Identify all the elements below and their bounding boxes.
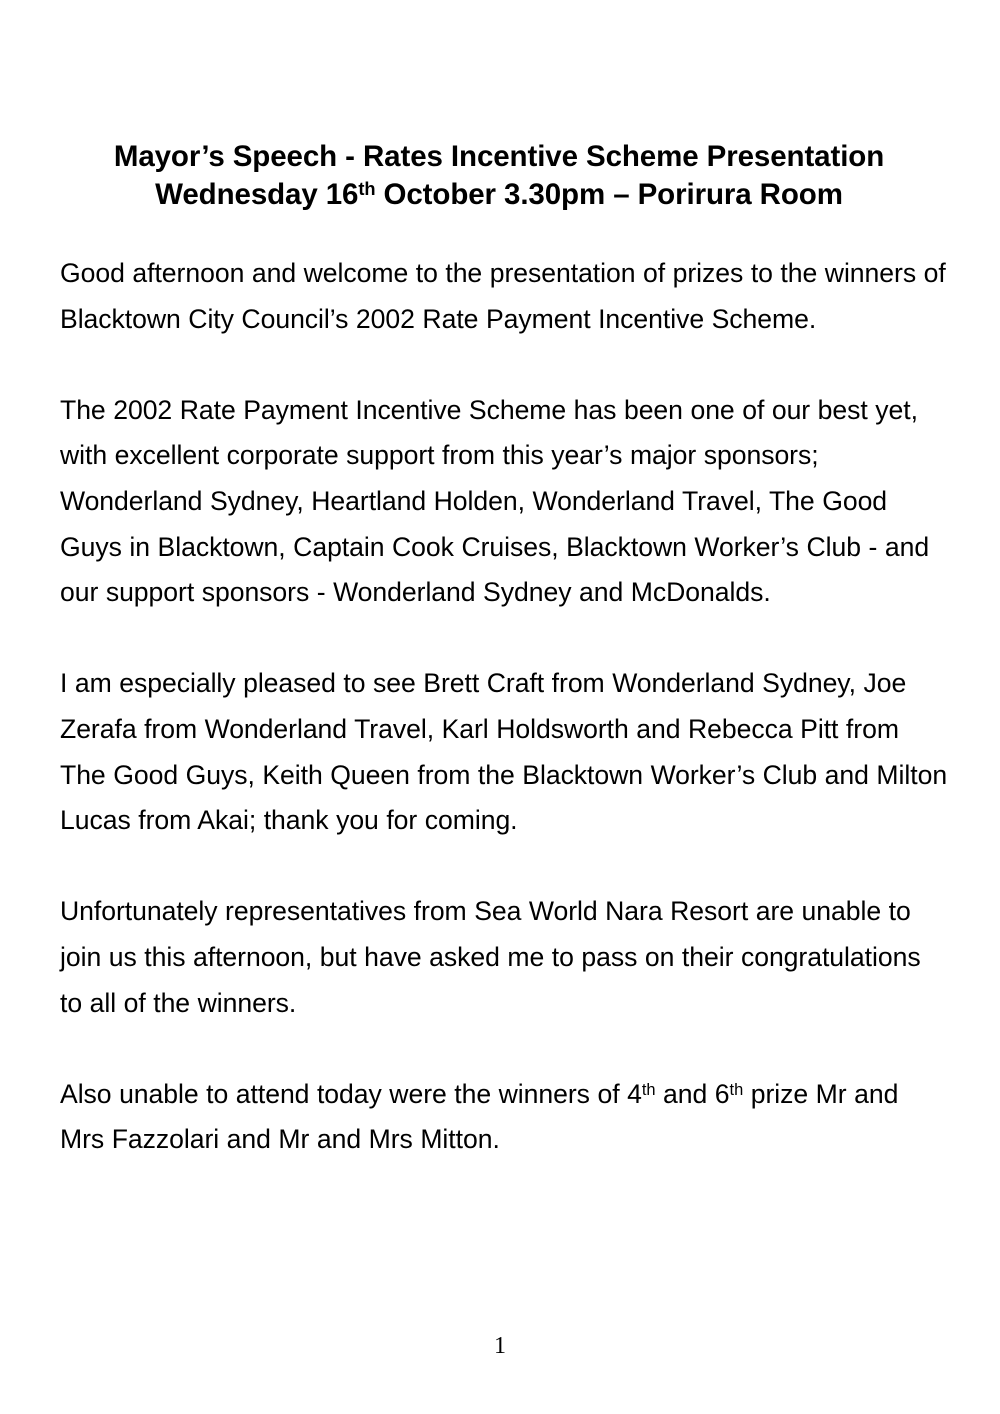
title-line-2-text-tail: October 3.30pm – Porirura Room: [375, 178, 843, 211]
paragraph-3: I am especially pleased to see Brett Craft from Wonderland Sydney, Joe Zerafa from Wonderland Travel, Karl Holdsworth and Rebecca Pitt from The Good Guys, Keith Queen from the Blacktown Worker’s Club and Milton Lucas from Akai; thank you for coming.: [60, 668, 948, 836]
paragraph-5-segment-3: prize Mr and Mrs Fazzolari and Mr and Mrs Mitton.: [60, 1078, 899, 1155]
paragraph-5-segment-1: Also unable to attend today were the winners of 4: [60, 1078, 642, 1109]
document-body: [60, 251, 950, 1163]
title-line-1: Mayor’s Speech - Rates Incentive Scheme Presentation: [113, 140, 885, 173]
ordinal-suffix-fourth: th: [641, 1080, 656, 1099]
page-number: 1: [494, 1333, 506, 1359]
page-title: [60, 138, 938, 214]
title-ordinal-suffix: th: [358, 177, 376, 199]
title-line-2: [60, 176, 938, 214]
title-line-2-text: Wednesday 16: [155, 178, 359, 211]
ordinal-suffix-sixth: th: [729, 1080, 744, 1099]
paragraph-5: [60, 1072, 950, 1163]
paragraph-5-segment-2: and 6: [655, 1078, 730, 1109]
paragraph-4: Unfortunately representatives from Sea World Nara Resort are unable to join us this afternoon, but have asked me to pass on their congratulations to all of the winners.: [60, 896, 921, 1018]
paragraph-1: Good afternoon and welcome to the presentation of prizes to the winners of Blacktown City Council’s 2002 Rate Payment Incentive Scheme.: [60, 258, 946, 334]
paragraph-2: The 2002 Rate Payment Incentive Scheme has been one of our best yet, with excellent corporate support from this year’s major sponsors; Wonderland Sydney, Heartland Holden, Wonderland Travel, The Good Guys in Blacktown, Captain Cook Cruises, Blacktown Worker’s Club - and our support sponsors - Wonderland Sydney and McDonalds.: [60, 394, 930, 608]
